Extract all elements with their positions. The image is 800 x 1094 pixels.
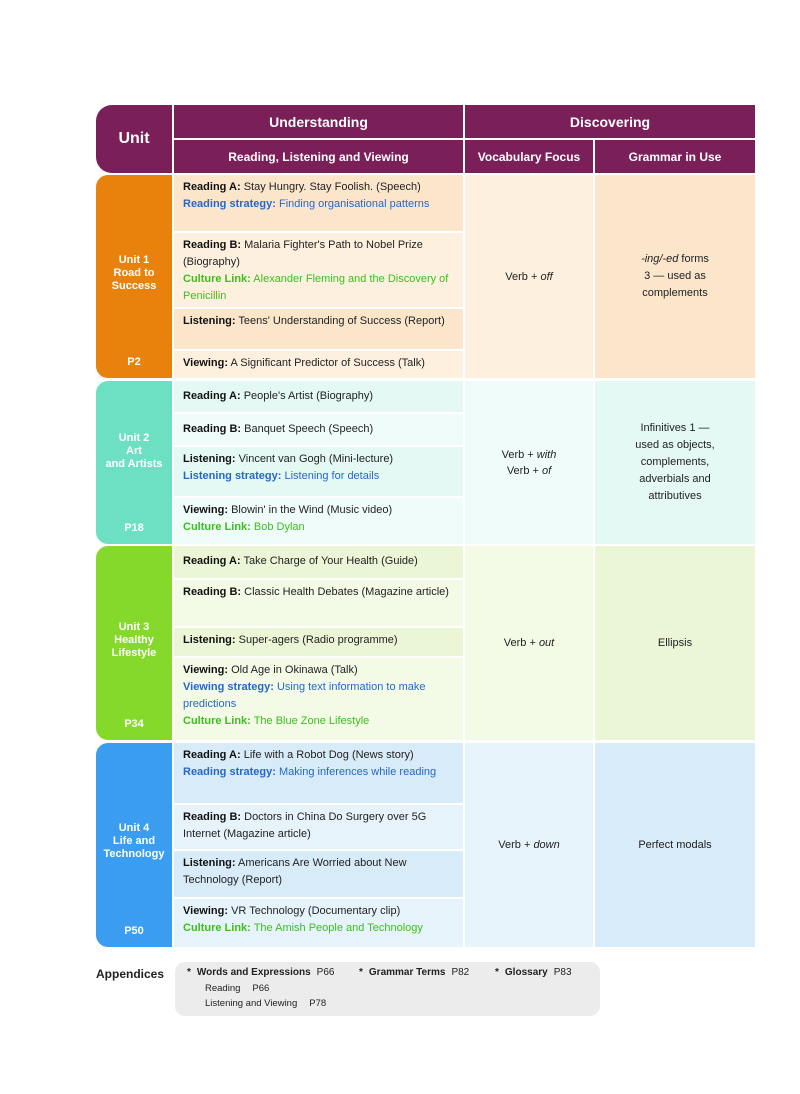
unit-1-listening bbox=[174, 309, 463, 349]
unit-2-vocabulary bbox=[465, 381, 593, 544]
unit-1-viewing bbox=[174, 351, 463, 378]
item-text: VR Technology (Documentary clip) bbox=[228, 905, 401, 917]
unit-4-listening bbox=[174, 851, 463, 897]
grammar-line: adverbials and bbox=[639, 473, 711, 485]
item-label: Viewing: bbox=[183, 504, 229, 516]
strategy-label: Viewing strategy: bbox=[183, 681, 274, 693]
strategy-label: Reading strategy: bbox=[183, 198, 276, 210]
item-text: Banquet Speech (Speech) bbox=[241, 423, 374, 435]
strategy-text: Using text information to make predictions bbox=[183, 681, 426, 710]
unit-2-label bbox=[96, 381, 172, 544]
unit-1-number: Unit 1 bbox=[118, 254, 150, 266]
header-understanding-label: Understanding bbox=[269, 113, 368, 130]
unit-4-grammar bbox=[595, 743, 755, 947]
unit-1-reading-a bbox=[174, 175, 463, 231]
appendix-sub-listening-and-viewing[interactable] bbox=[205, 998, 326, 1009]
appendix-sub-page: P66 bbox=[252, 983, 270, 994]
item-label: Listening: bbox=[183, 315, 236, 327]
unit-3-reading-b bbox=[174, 580, 463, 626]
vocab-word: with bbox=[536, 448, 557, 461]
unit-3-viewing bbox=[174, 658, 463, 740]
unit-2-listening bbox=[174, 447, 463, 496]
appendix-sub-reading[interactable] bbox=[205, 983, 269, 994]
appendices-box bbox=[175, 962, 600, 1016]
item-label: Viewing: bbox=[183, 357, 229, 369]
culture-link-text: The Amish People and Technology bbox=[250, 922, 423, 934]
item-text: Classic Health Debates (Magazine article) bbox=[241, 586, 449, 598]
strategy-text: Listening for details bbox=[281, 470, 380, 482]
star-icon: * bbox=[187, 967, 191, 978]
unit-3-name bbox=[96, 621, 172, 660]
unit-3-number: Unit 3 bbox=[118, 621, 150, 633]
unit-4-viewing bbox=[174, 899, 463, 947]
vocab-word: out bbox=[538, 637, 555, 649]
vocab-prefix: Verb + bbox=[503, 637, 539, 649]
appendix-glossary[interactable] bbox=[495, 967, 572, 978]
unit-3-reading-a bbox=[174, 546, 463, 578]
grammar-line: Infinitives 1 — bbox=[640, 422, 710, 434]
unit-1-title-line-2: Success bbox=[111, 280, 157, 292]
unit-1-name bbox=[96, 254, 172, 293]
appendix-words-and-expressions[interactable] bbox=[187, 967, 334, 978]
unit-2-viewing bbox=[174, 498, 463, 544]
item-text: Take Charge of Your Health (Guide) bbox=[240, 555, 418, 567]
header-understanding bbox=[174, 105, 463, 138]
vocab-word: off bbox=[540, 270, 553, 283]
header-vocab-label: Vocabulary Focus bbox=[477, 149, 581, 164]
appendix-page: P83 bbox=[553, 967, 572, 978]
grammar-text: Perfect modals bbox=[638, 838, 712, 851]
unit-3-page: P34 bbox=[124, 718, 144, 730]
appendix-sub-page: P78 bbox=[309, 998, 327, 1009]
culture-link-text: Alexander Fleming and the Discovery of Penicillin bbox=[183, 273, 449, 302]
unit-4-reading-a bbox=[174, 743, 463, 803]
appendix-page: P66 bbox=[316, 967, 335, 978]
grammar-line: 3 — used as bbox=[644, 270, 706, 282]
header-reading-listening-viewing bbox=[174, 140, 463, 173]
item-text: Super-agers (Radio programme) bbox=[235, 634, 398, 646]
vocab-prefix: Verb + bbox=[506, 464, 542, 477]
star-icon: * bbox=[495, 967, 499, 978]
item-text: Malaria Fighter's Path to Nobel Prize (Biography) bbox=[183, 239, 423, 268]
header-unit bbox=[96, 105, 172, 173]
item-text: Stay Hungry. Stay Foolish. (Speech) bbox=[240, 181, 421, 193]
unit-4-page: P50 bbox=[124, 925, 144, 937]
item-text: Life with a Robot Dog (News story) bbox=[240, 749, 414, 761]
culture-link-label: Culture Link: bbox=[183, 521, 251, 533]
unit-2-page: P18 bbox=[124, 522, 144, 534]
header-discovering-label: Discovering bbox=[569, 113, 651, 130]
vocab-prefix: Verb + bbox=[501, 448, 537, 461]
vocab-prefix: Verb + bbox=[505, 270, 541, 283]
appendix-name: Grammar Terms bbox=[368, 967, 446, 978]
unit-4-title-line-2: Technology bbox=[103, 848, 165, 860]
appendix-grammar-terms[interactable] bbox=[359, 967, 469, 978]
grammar-line: attributives bbox=[648, 490, 702, 502]
item-label: Listening: bbox=[183, 634, 236, 646]
appendix-sub-name: Reading bbox=[205, 983, 241, 994]
unit-1-label bbox=[96, 175, 172, 378]
unit-2-name bbox=[96, 432, 172, 471]
unit-1-grammar bbox=[595, 175, 755, 378]
unit-4-label bbox=[96, 743, 172, 947]
item-label: Viewing: bbox=[183, 664, 229, 676]
item-text: Americans Are Worried about New Technology (Report) bbox=[183, 857, 407, 886]
unit-2-title-line-2: and Artists bbox=[105, 458, 163, 470]
unit-1-vocabulary bbox=[465, 175, 593, 378]
header-grammar-in-use bbox=[595, 140, 755, 173]
item-label: Reading A: bbox=[183, 181, 241, 193]
unit-3-vocabulary bbox=[465, 546, 593, 740]
unit-4-vocabulary bbox=[465, 743, 593, 947]
unit-4-reading-b bbox=[174, 805, 463, 849]
strategy-label: Listening strategy: bbox=[183, 470, 282, 482]
unit-4-number: Unit 4 bbox=[118, 822, 150, 834]
grammar-line: used as objects, bbox=[635, 439, 715, 451]
unit-2-reading-a bbox=[174, 381, 463, 412]
unit-3-title-line-2: Lifestyle bbox=[111, 647, 157, 659]
header-discovering bbox=[465, 105, 755, 138]
strategy-text: Making inferences while reading bbox=[275, 766, 437, 778]
grammar-text: forms bbox=[678, 253, 709, 265]
item-text: A Significant Predictor of Success (Talk) bbox=[228, 357, 425, 369]
appendix-name: Words and Expressions bbox=[196, 967, 311, 978]
header-unit-label: Unit bbox=[118, 130, 150, 147]
appendix-name: Glossary bbox=[504, 967, 548, 978]
culture-link-label: Culture Link: bbox=[183, 715, 251, 727]
unit-1-reading-b bbox=[174, 233, 463, 307]
vocab-prefix: Verb + bbox=[498, 839, 534, 851]
grammar-line: complements bbox=[642, 287, 708, 299]
strategy-label: Reading strategy: bbox=[183, 766, 276, 778]
unit-4-title-line-1: Life and bbox=[112, 835, 156, 847]
strategy-text: Finding organisational patterns bbox=[275, 198, 430, 210]
unit-2-number: Unit 2 bbox=[118, 432, 150, 444]
grammar-italic: -ing/-ed bbox=[641, 253, 679, 265]
unit-3-grammar bbox=[595, 546, 755, 740]
unit-1-page: P2 bbox=[127, 356, 141, 368]
item-text: Old Age in Okinawa (Talk) bbox=[228, 664, 358, 676]
grammar-text: Ellipsis bbox=[657, 636, 693, 649]
item-label: Reading B: bbox=[183, 586, 242, 598]
item-label: Listening: bbox=[183, 453, 236, 465]
item-text: Blowin' in the Wind (Music video) bbox=[228, 504, 393, 516]
culture-link-text: The Blue Zone Lifestyle bbox=[250, 715, 370, 727]
star-icon: * bbox=[359, 967, 363, 978]
item-label: Viewing: bbox=[183, 905, 229, 917]
header-grammar-label: Grammar in Use bbox=[628, 149, 722, 164]
unit-1-title-line-1: Road to bbox=[113, 267, 155, 279]
item-label: Listening: bbox=[183, 857, 236, 869]
unit-4-name bbox=[96, 822, 172, 861]
unit-2-grammar bbox=[595, 381, 755, 544]
unit-3-title-line-1: Healthy bbox=[114, 634, 154, 646]
unit-3-listening bbox=[174, 628, 463, 656]
item-label: Reading B: bbox=[183, 423, 242, 435]
vocab-word: down bbox=[533, 839, 560, 851]
header-vocabulary-focus bbox=[465, 140, 593, 173]
item-label: Reading A: bbox=[183, 749, 241, 761]
unit-2-title-line-1: Art bbox=[126, 445, 142, 457]
item-text: Vincent van Gogh (Mini-lecture) bbox=[235, 453, 394, 465]
item-label: Reading A: bbox=[183, 555, 241, 567]
appendix-page: P82 bbox=[451, 967, 470, 978]
item-label: Reading A: bbox=[183, 390, 241, 402]
appendix-sub-name: Listening and Viewing bbox=[205, 998, 298, 1009]
item-label: Reading B: bbox=[183, 239, 242, 251]
appendices-title: Appendices bbox=[96, 967, 165, 981]
grammar-line: complements, bbox=[640, 456, 710, 468]
unit-3-label bbox=[96, 546, 172, 740]
culture-link-text: Bob Dylan bbox=[250, 521, 305, 533]
item-text: People's Artist (Biography) bbox=[240, 390, 373, 402]
header-rlv-label: Reading, Listening and Viewing bbox=[228, 149, 409, 164]
culture-link-label: Culture Link: bbox=[183, 922, 251, 934]
unit-2-reading-b bbox=[174, 414, 463, 445]
item-text: Teens' Understanding of Success (Report) bbox=[235, 315, 445, 327]
item-text: Doctors in China Do Surgery over 5G Internet (Magazine article) bbox=[183, 811, 427, 840]
vocab-word: of bbox=[541, 464, 552, 477]
item-label: Reading B: bbox=[183, 811, 242, 823]
culture-link-label: Culture Link: bbox=[183, 273, 251, 285]
